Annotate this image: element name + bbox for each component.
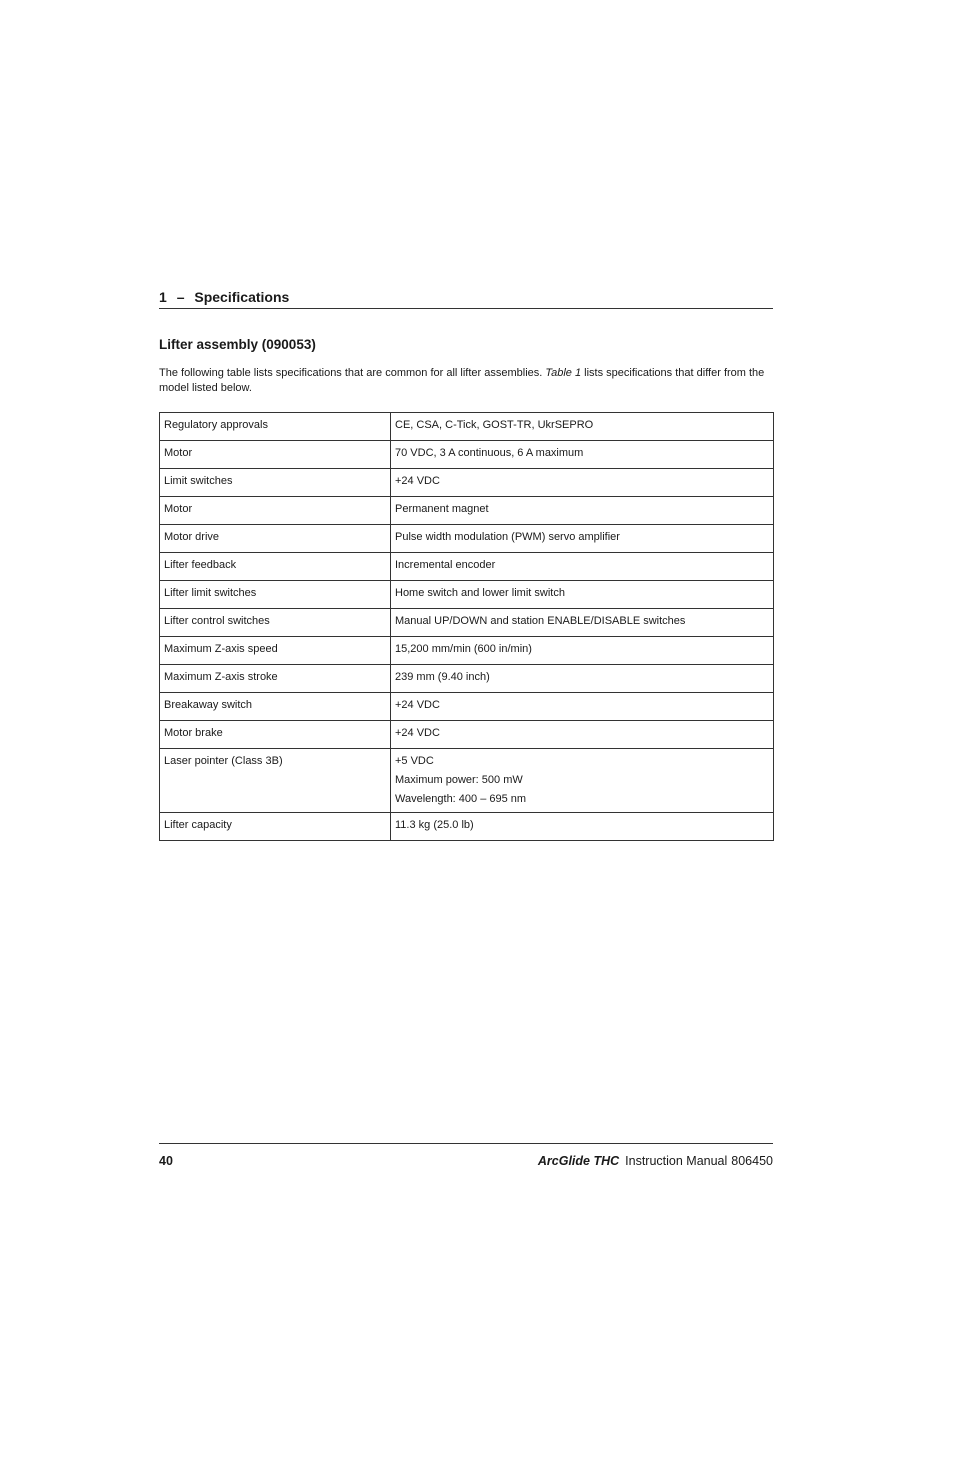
- table-row: [160, 497, 774, 525]
- table-reference: Table 1: [545, 367, 582, 379]
- spec-value-line: Manual UP/DOWN and station ENABLE/DISABLE switches: [395, 615, 686, 627]
- spec-value-line: +24 VDC: [395, 727, 440, 739]
- spec-value: [391, 441, 774, 469]
- spec-label: Motor: [160, 441, 391, 469]
- spec-value: [391, 553, 774, 581]
- table-row: [160, 693, 774, 721]
- spec-value: [391, 813, 774, 841]
- spec-value: [391, 497, 774, 525]
- spec-value: [391, 749, 774, 813]
- spec-value: [391, 693, 774, 721]
- spec-value: [391, 525, 774, 553]
- spec-value-line: Pulse width modulation (PWM) servo amplifier: [395, 531, 620, 543]
- table-row: [160, 749, 774, 813]
- spec-label: Maximum Z-axis stroke: [160, 665, 391, 693]
- spec-value-line: +24 VDC: [395, 699, 440, 711]
- spec-value: [391, 721, 774, 749]
- table-row: [160, 813, 774, 841]
- spec-value: [391, 609, 774, 637]
- spec-label: Motor drive: [160, 525, 391, 553]
- table-row: [160, 637, 774, 665]
- spec-label: Lifter control switches: [160, 609, 391, 637]
- spec-value: [391, 413, 774, 441]
- spec-label: Regulatory approvals: [160, 413, 391, 441]
- spec-value-line: 11.3 kg (25.0 lb): [395, 819, 474, 831]
- spec-value-line: +24 VDC: [395, 475, 440, 487]
- page-number: 40: [159, 1154, 173, 1168]
- table-row: [160, 609, 774, 637]
- spec-value-line: Home switch and lower limit switch: [395, 587, 565, 599]
- spec-label: Limit switches: [160, 469, 391, 497]
- spec-value-line: 15,200 mm/min (600 in/min): [395, 643, 532, 655]
- table-row: [160, 665, 774, 693]
- specifications-table: [159, 412, 774, 841]
- chapter-dash: –: [176, 289, 185, 305]
- footer-doc-info: [538, 1153, 773, 1169]
- manual-title: Instruction Manual: [625, 1154, 728, 1168]
- spec-label: Laser pointer (Class 3B): [160, 749, 391, 813]
- spec-label: Lifter limit switches: [160, 581, 391, 609]
- table-row: [160, 525, 774, 553]
- spec-label: Motor brake: [160, 721, 391, 749]
- spec-value-line: 239 mm (9.40 inch): [395, 671, 490, 683]
- spec-label: Breakaway switch: [160, 693, 391, 721]
- doc-number: 806450: [731, 1154, 773, 1168]
- spec-value: [391, 637, 774, 665]
- intro-text-1: The following table lists specifications that are common for all lifter assemblies.: [159, 367, 546, 379]
- table-row: [160, 469, 774, 497]
- spec-value: [391, 581, 774, 609]
- table-row: [160, 553, 774, 581]
- spec-value-line: +5 VDC: [395, 755, 434, 767]
- table-row: [160, 721, 774, 749]
- table-row: [160, 441, 774, 469]
- spec-value-line: Incremental encoder: [395, 559, 496, 571]
- spec-value-line: Permanent magnet: [395, 503, 489, 515]
- page-footer: [159, 1143, 773, 1169]
- spec-value-line: CE, CSA, C-Tick, GOST-TR, UkrSEPRO: [395, 419, 594, 431]
- chapter-title: Specifications: [194, 289, 290, 305]
- spec-label: Lifter capacity: [160, 813, 391, 841]
- section-title: Lifter assembly (090053): [159, 337, 316, 352]
- table-row: [160, 581, 774, 609]
- chapter-number: 1: [159, 289, 167, 305]
- spec-label: Lifter feedback: [160, 553, 391, 581]
- spec-value: [391, 469, 774, 497]
- product-brand: ArcGlide THC: [537, 1154, 620, 1168]
- chapter-header: [159, 288, 773, 309]
- spec-value-line: 70 VDC, 3 A continuous, 6 A maximum: [395, 447, 584, 459]
- table-row: [160, 413, 774, 441]
- spec-value-line: Maximum power: 500 mW: [395, 774, 523, 786]
- spec-value: [391, 665, 774, 693]
- intro-paragraph: [159, 366, 779, 396]
- spec-label: Motor: [160, 497, 391, 525]
- spec-value-line: Wavelength: 400 – 695 nm: [395, 793, 527, 805]
- spec-label: Maximum Z-axis speed: [160, 637, 391, 665]
- intro-text-2: lists specifications that differ from the model listed below.: [159, 367, 765, 394]
